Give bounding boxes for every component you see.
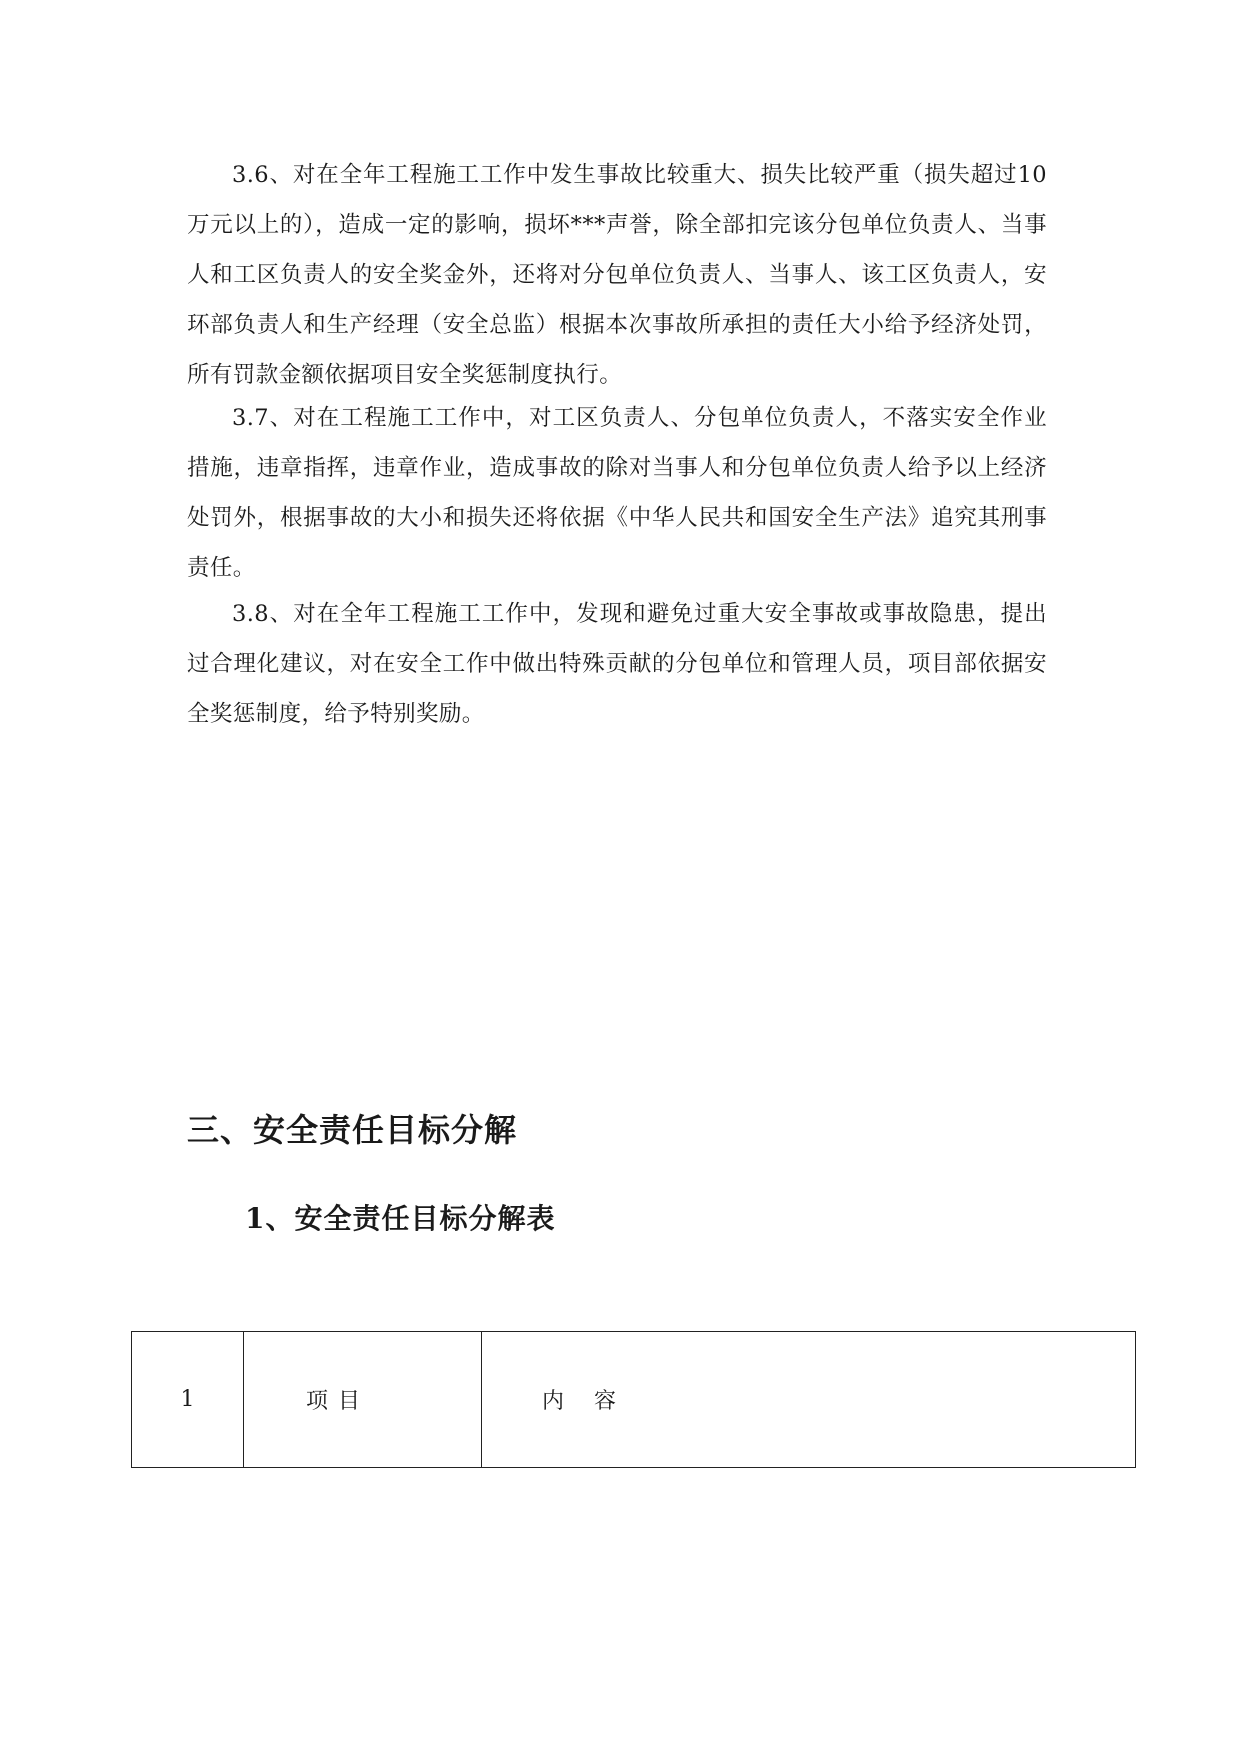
paragraph-3-7: 3.7、对在工程施工工作中，对工区负责人、分包单位负责人，不落实安全作业措施，违章指挥，违章作业，造成事故的除对当事人和分包单位负责人给予以上经济处罚外，根据事故的大小和损失还将依据《中华人民共和国安全生产法》追究其刑事责任。 [187, 405, 1047, 581]
paragraph-3-8: 3.8、对在全年工程施工工作中，发现和避免过重大安全事故或事故隐患，提出过合理化建议，对在安全工作中做出特殊贡献的分包单位和管理人员，项目部依据安全奖惩制度，给予特别奖励。 [187, 601, 1047, 727]
responsibility-table [131, 1331, 1136, 1468]
table-cell-content-header: 内容 [482, 1332, 1136, 1468]
table-cell-item-header: 项目 [244, 1332, 482, 1468]
table-cell-number: 1 [132, 1332, 244, 1468]
table-row [132, 1332, 1136, 1468]
section-heading: 三、安全责任目标分解 [187, 1111, 518, 1149]
paragraph-3-6: 3.6、对在全年工程施工工作中发生事故比较重大、损失比较严重（损失超过10万元以上的），造成一定的影响，损坏***声誉，除全部扣完该分包单位负责人、当事人和工区负责人的安全奖金外，还将对分包单位负责人、当事人、该工区负责人，安环部负责人和生产经理（安全总监）根据本次事故所承担的责任大小给予经济处罚，所有罚款金额依据项目安全奖惩制度执行。 [187, 162, 1047, 388]
table-title: 1、安全责任目标分解表 [245, 1202, 556, 1235]
